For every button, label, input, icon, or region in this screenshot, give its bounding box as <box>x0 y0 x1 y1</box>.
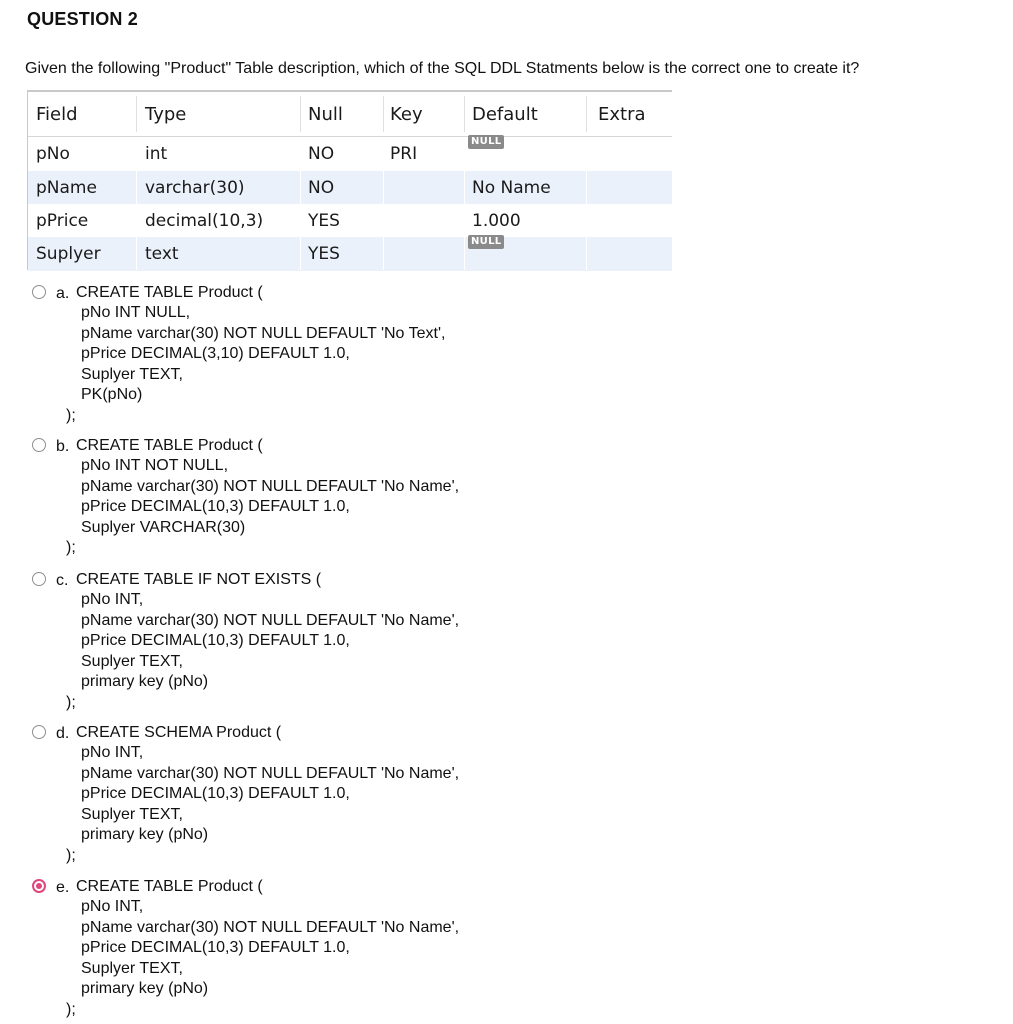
option-code-head: CREATE TABLE IF NOT EXISTS ( <box>76 571 322 588</box>
option-code-close: ); <box>66 1001 76 1018</box>
cell-default: No Name <box>472 178 551 198</box>
radio-button-e-selected[interactable] <box>32 879 46 893</box>
option-code-head: CREATE TABLE Product ( <box>76 284 263 301</box>
code-line: primary key (pNo) <box>81 673 209 690</box>
option-code-close: ); <box>66 539 76 556</box>
null-badge: NULL <box>468 135 504 149</box>
code-line: pNo INT NOT NULL, <box>81 457 229 474</box>
option-code-head: CREATE TABLE Product ( <box>76 437 263 454</box>
header-field: Field <box>36 103 78 125</box>
question-title: QUESTION 2 <box>27 9 139 29</box>
code-line: pNo INT NULL, <box>81 304 191 321</box>
table-row <box>28 204 672 238</box>
header-divider <box>383 96 384 132</box>
column-gridline <box>383 137 384 270</box>
code-line: Suplyer TEXT, <box>81 652 183 670</box>
code-line: Suplyer TEXT, <box>81 365 183 383</box>
column-gridline <box>300 137 301 270</box>
code-line: primary key (pNo) <box>81 826 209 843</box>
header-divider <box>464 96 465 132</box>
code-line: pNo INT, <box>81 591 144 608</box>
option-code-head: CREATE TABLE Product ( <box>76 878 263 895</box>
header-divider <box>300 96 301 132</box>
code-line: Suplyer TEXT, <box>81 959 183 977</box>
code-line: pPrice DECIMAL(10,3) DEFAULT 1.0, <box>81 632 350 649</box>
option-code-body <box>81 743 459 846</box>
table-row <box>28 171 672 205</box>
cell-null: YES <box>308 244 340 264</box>
option-code-body <box>81 590 459 693</box>
code-line: pPrice DECIMAL(3,10) DEFAULT 1.0, <box>81 345 350 362</box>
code-line: pName varchar(30) NOT NULL DEFAULT 'No Name', <box>81 477 460 495</box>
cell-field: pPrice <box>36 211 89 231</box>
option-code-close: ); <box>66 694 76 711</box>
header-extra: Extra <box>598 103 646 125</box>
option-letter: c. <box>56 572 69 589</box>
code-line: primary key (pNo) <box>81 980 209 997</box>
header-null: Null <box>308 103 343 125</box>
code-line: pName varchar(30) NOT NULL DEFAULT 'No Name', <box>81 611 460 629</box>
radio-button-d[interactable] <box>32 725 46 739</box>
cell-null: NO <box>308 178 335 198</box>
cell-null: NO <box>308 144 335 164</box>
product-table-description <box>27 90 672 270</box>
null-badge: NULL <box>468 235 504 249</box>
option-code-body <box>81 897 459 1000</box>
code-line: Suplyer VARCHAR(30) <box>81 518 246 536</box>
code-line: pName varchar(30) NOT NULL DEFAULT 'No Name', <box>81 918 460 936</box>
cell-default <box>468 235 504 269</box>
code-line: pPrice DECIMAL(10,3) DEFAULT 1.0, <box>81 785 350 802</box>
column-gridline <box>464 137 465 270</box>
question-prompt: Given the following "Product" Table description, which of the SQL DDL Statments below is the correct one to create it? <box>25 60 860 77</box>
option-code-close: ); <box>66 847 76 864</box>
cell-null: YES <box>308 211 340 231</box>
header-default: Default <box>472 103 538 125</box>
code-line: PK(pNo) <box>81 386 143 403</box>
table-row <box>28 237 672 271</box>
option-code-head: CREATE SCHEMA Product ( <box>76 724 282 741</box>
option-letter: b. <box>56 438 70 455</box>
code-line: pNo INT, <box>81 898 144 915</box>
header-divider <box>586 96 587 132</box>
code-line: pName varchar(30) NOT NULL DEFAULT 'No Name', <box>81 764 460 782</box>
cell-field: pNo <box>36 144 70 164</box>
option-letter: a. <box>56 285 70 302</box>
cell-default <box>468 135 504 169</box>
option-letter: e. <box>56 879 70 896</box>
radio-button-a[interactable] <box>32 285 46 299</box>
table-header-row <box>28 92 672 137</box>
code-line: pPrice DECIMAL(10,3) DEFAULT 1.0, <box>81 939 350 956</box>
code-line: pNo INT, <box>81 744 144 761</box>
cell-type: text <box>145 244 179 264</box>
radio-button-b[interactable] <box>32 438 46 452</box>
radio-button-c[interactable] <box>32 572 46 586</box>
cell-type: decimal(10,3) <box>145 211 264 231</box>
code-line: pName varchar(30) NOT NULL DEFAULT 'No Text', <box>81 324 446 342</box>
option-code-body <box>81 303 445 406</box>
header-key: Key <box>390 103 423 125</box>
column-gridline <box>136 137 137 270</box>
cell-key: PRI <box>390 144 418 164</box>
option-letter: d. <box>56 725 70 742</box>
code-line: pPrice DECIMAL(10,3) DEFAULT 1.0, <box>81 498 350 515</box>
cell-default: 1.000 <box>472 211 521 231</box>
cell-type: int <box>145 144 168 164</box>
option-code-close: ); <box>66 407 76 424</box>
header-divider <box>136 96 137 132</box>
code-line: Suplyer TEXT, <box>81 805 183 823</box>
cell-field: pName <box>36 178 97 198</box>
table-row <box>28 137 672 171</box>
column-gridline <box>586 137 587 270</box>
option-code-body <box>81 456 459 538</box>
cell-field: Suplyer <box>36 244 101 264</box>
header-type: Type <box>145 103 187 125</box>
cell-type: varchar(30) <box>145 178 245 198</box>
